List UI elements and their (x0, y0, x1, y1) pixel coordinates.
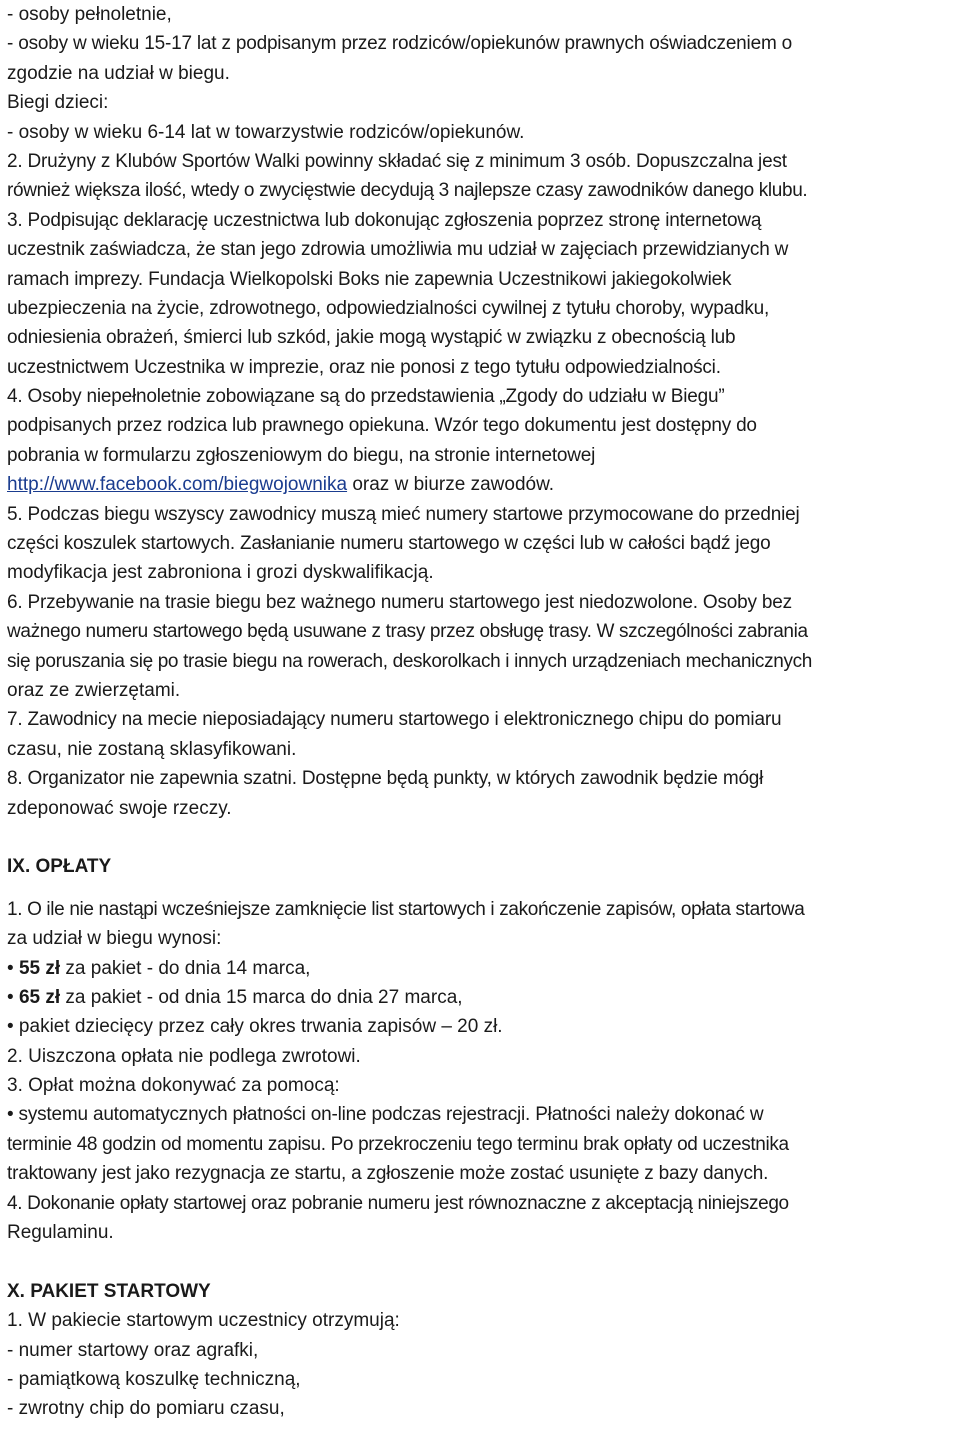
text-line: - osoby w wieku 6-14 lat w towarzystwie rodziców/opiekunów. (7, 121, 525, 143)
bullet-text: za pakiet - od dnia 15 marca do dnia 27 marca, (60, 986, 463, 1008)
text-line: odniesienia obrażeń, śmierci lub szkód, jakie mogą wystąpić w związku z obecnością lub (7, 327, 736, 349)
link-suffix: oraz w biurze zawodów. (347, 474, 555, 496)
text-line: Biegi dzieci: (7, 92, 109, 114)
text-line: 4. Osoby niepełnoletnie zobowiązane są do przedstawienia „Zgody do udziału w Biegu” (7, 386, 725, 408)
text-line: - osoby pełnoletnie, (7, 4, 172, 25)
price-value: 55 zł (18, 957, 61, 979)
text-line: 6. Przebywanie na trasie biegu bez ważnego numeru startowego jest niedozwolone. Osoby bez (7, 591, 792, 613)
heading-gap (7, 882, 960, 895)
text-line: 1. O ile nie nastąpi wcześniejsze zamknięcie list startowych i zakończenie zapisów, opłata startowa (7, 898, 805, 920)
text-line: za udział w biegu wynosi: (7, 928, 222, 950)
text-line: ważnego numeru startowego będą usuwane z trasy przez obsługę trasy. W szczególności zabrania (7, 621, 808, 643)
text-line: traktowany jest jako rezygnacja ze startu, a zgłoszenie może zostać usunięte z bazy danych. (7, 1163, 769, 1185)
price-value: 65 zł (18, 986, 61, 1008)
section-heading: X. PAKIET STARTOWY (7, 1280, 211, 1302)
text-line: się poruszania się po trasie biegu na rowerach, deskorolkach i innych urządzeniach mechanicznych (7, 650, 812, 672)
text-line: 2. Uiszczona opłata nie podlega zwrotowi. (7, 1045, 361, 1067)
text-line: czasu, nie zostaną sklasyfikowani. (7, 738, 297, 760)
bullet-glyph: • (7, 986, 19, 1008)
text-line: uczestnik zaświadcza, że stan jego zdrowia umożliwia mu udział w zajęciach przewidzianych w (7, 239, 789, 261)
bullet-item: • systemu automatycznych płatności on-line podczas rejestracji. Płatności należy dokonać w (7, 1104, 764, 1126)
bullet-text: za pakiet - do dnia 14 marca, (60, 957, 311, 979)
text-line: 7. Zawodnicy na mecie nieposiadający numeru startowego i elektronicznego chipu do pomiaru (7, 709, 782, 731)
list-item: - pamiątkową koszulkę techniczną, (7, 1368, 301, 1390)
text-line: 3. Podpisując deklarację uczestnictwa lub dokonując zgłoszenia poprzez stronę internetową (7, 209, 762, 231)
paragraph-gap (7, 1247, 960, 1276)
text-line: podpisanych przez rodzica lub prawnego opiekuna. Wzór tego dokumentu jest dostępny do (7, 415, 757, 437)
text-line: 2. Drużyny z Klubów Sportów Walki powinny składać się z minimum 3 osób. Dopuszczalna jest (7, 150, 787, 172)
section-heading: IX. OPŁATY (7, 856, 112, 878)
section-participants (7, 0, 960, 823)
text-line: 4. Dokonanie opłaty startowej oraz pobranie numeru jest równoznaczne z akceptacją niniejszego (7, 1192, 789, 1214)
text-line: ramach imprezy. Fundacja Wielkopolski Boks nie zapewnia Uczestnikowi jakiegokolwiek (7, 268, 732, 290)
text-line: 5. Podczas biegu wszyscy zawodnicy muszą mieć numery startowe przymocowane do przedniej (7, 503, 800, 525)
section-fees (7, 852, 960, 1247)
bullet-item (7, 954, 960, 983)
text-line: terminie 48 godzin od momentu zapisu. Po przekroczeniu tego terminu brak opłaty od uczestnika (7, 1133, 789, 1155)
text-line: uczestnictwem Uczestnika w imprezie, oraz nie ponosi z tego tytułu odpowiedzialności. (7, 356, 721, 378)
section-start-pack (7, 1277, 960, 1424)
list-item: - zwrotny chip do pomiaru czasu, (7, 1398, 285, 1420)
text-line: 1. W pakiecie startowym uczestnicy otrzymują: (7, 1310, 400, 1332)
text-line (7, 470, 960, 499)
text-line: 8. Organizator nie zapewnia szatni. Dostępne będą punkty, w których zawodnik będzie mógł (7, 768, 764, 790)
text-line: zgodzie na udział w biegu. (7, 62, 230, 84)
text-line: 3. Opłat można dokonywać za pomocą: (7, 1075, 340, 1097)
bullet-item: • pakiet dziecięcy przez cały okres trwania zapisów – 20 zł. (7, 1016, 503, 1038)
text-line: również większa ilość, wtedy o zwycięstwie decydują 3 najlepsze czasy zawodników danego klubu. (7, 180, 808, 202)
text-line: zdeponować swoje rzeczy. (7, 797, 232, 819)
text-line: pobrania w formularzu zgłoszeniowym do biegu, na stronie internetowej (7, 444, 596, 466)
text-line: ubezpieczenia na życie, zdrowotnego, odpowiedzialności cywilnej z tytułu choroby, wypadku, (7, 297, 770, 319)
text-line: modyfikacja jest zabroniona i grozi dyskwalifikacją. (7, 562, 434, 584)
bullet-item (7, 983, 960, 1012)
text-line: - osoby w wieku 15-17 lat z podpisanym przez rodziców/opiekunów prawnych oświadczeniem o (7, 33, 793, 55)
text-line: Regulaminu. (7, 1222, 114, 1244)
text-line: oraz ze zwierzętami. (7, 679, 181, 701)
list-item: - numer startowy oraz agrafki, (7, 1339, 259, 1361)
paragraph-gap (7, 823, 960, 852)
text-line: części koszulek startowych. Zasłanianie numeru startowego w części lub w całości bądź jego (7, 533, 771, 555)
facebook-link[interactable]: http://www.facebook.com/biegwojownika (7, 474, 348, 496)
bullet-glyph: • (7, 957, 19, 979)
